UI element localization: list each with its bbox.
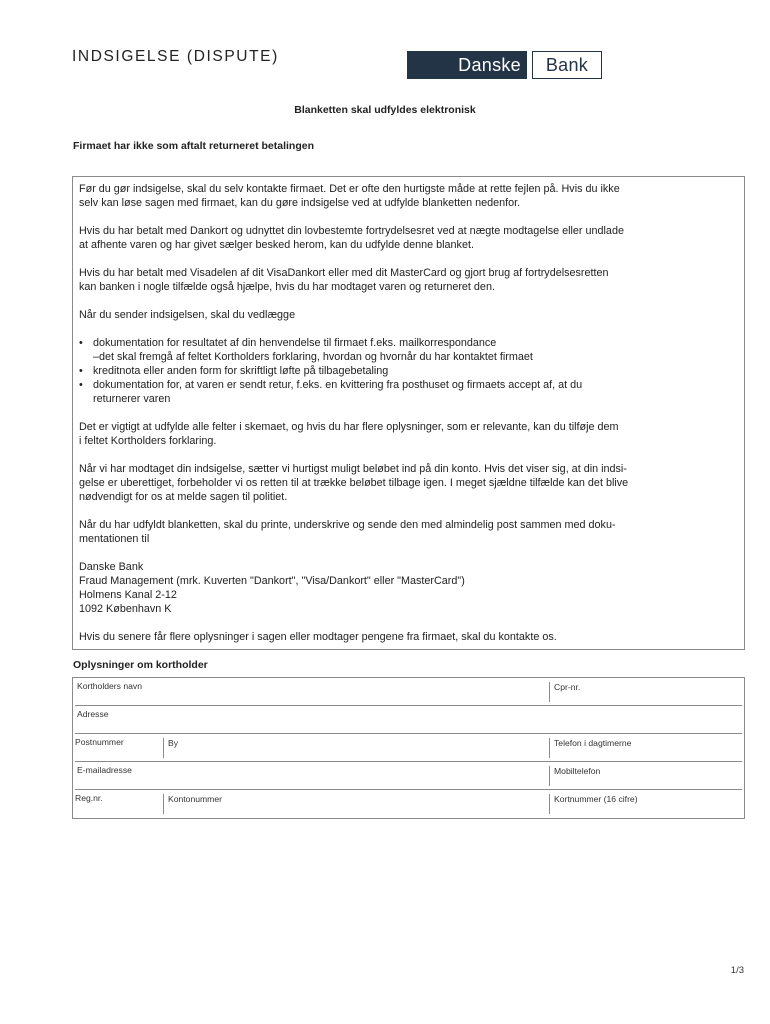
field-label: Adresse	[77, 709, 109, 719]
field-label: Mobiltelefon	[554, 766, 601, 776]
text-line: selv kan løse sagen med firmaet, kan du gøre indsigelse ved at udfylde blanketten nedenfor.	[79, 197, 521, 209]
address-field[interactable]	[73, 706, 744, 734]
form-row-email	[73, 762, 744, 790]
text-line: dokumentation for resultatet af din henvendelse til firmaet f.eks. mailkorrespondance	[93, 337, 497, 349]
page-number: 1/3	[730, 965, 744, 976]
address-line: Fraud Management (mrk. Kuverten "Dankort", "Visa/Dankort" eller "MasterCard")	[79, 575, 465, 587]
mobile-phone-field[interactable]	[549, 766, 744, 786]
list-item	[79, 378, 738, 406]
list-item	[79, 336, 738, 364]
form-row-name	[73, 678, 744, 706]
postal-address	[79, 560, 738, 616]
paragraph-send-by-post	[79, 518, 738, 546]
paragraph-contact-company	[79, 182, 738, 210]
field-label: E-mailadresse	[77, 765, 132, 775]
field-label: Kortnummer (16 cifre)	[554, 794, 638, 804]
field-label: Cpr-nr.	[554, 682, 581, 692]
text-line: –det skal fremgå af feltet Kortholders forklaring, hvordan og hvornår du har kontaktet firmaet	[93, 351, 533, 363]
field-label: Reg.nr.	[75, 793, 103, 803]
card-number-field[interactable]	[549, 794, 744, 814]
city-field[interactable]	[163, 738, 549, 758]
field-label: Telefon i dagtimerne	[554, 738, 632, 748]
form-row-account	[73, 790, 744, 818]
danske-bank-logo	[407, 51, 602, 79]
field-label: By	[168, 738, 179, 748]
cpr-field[interactable]	[549, 682, 744, 702]
cardholder-name-field[interactable]	[73, 678, 549, 706]
text-line: Hvis du har betalt med Visadelen af dit VisaDankort eller med dit MasterCard og gjort brug af fortrydelsesretten	[79, 267, 609, 279]
text-line: mentationen til	[79, 533, 150, 545]
reg-number-field[interactable]	[73, 790, 163, 818]
attachments-list	[79, 336, 738, 406]
section-heading-return: Firmaet har ikke som aftalt returneret betalingen	[73, 140, 314, 152]
address-line: 1092 København K	[79, 603, 172, 615]
list-item: • kreditnota eller anden form for skriftligt løfte på tilbagebetaling	[79, 364, 738, 378]
logo-danske: Danske	[407, 51, 527, 79]
paragraph-attachments-intro: Når du sender indsigelsen, skal du vedlægge	[79, 309, 296, 321]
text-line: Før du gør indsigelse, skal du selv kontakte firmaet. Det er ofte den hurtigste måde at rette fejlen på. Hvis du ikke	[79, 183, 620, 195]
field-label: Kortholders navn	[77, 681, 142, 691]
cardholder-form	[72, 677, 745, 819]
text-line: returnerer varen	[93, 393, 171, 405]
text-line: i feltet Kortholders forklaring.	[79, 435, 217, 447]
paragraph-refund	[79, 462, 738, 504]
field-label: Kontonummer	[168, 794, 222, 804]
paragraph-dankort	[79, 224, 738, 252]
section-heading-cardholder: Oplysninger om kortholder	[73, 659, 208, 671]
paragraph-fill-all-fields	[79, 420, 738, 448]
postal-code-field[interactable]	[73, 734, 163, 762]
text-line: Det er vigtigt at udfylde alle felter i skemaet, og hvis du har flere oplysninger, som er relevante, kan du tilføje dem	[79, 421, 619, 433]
information-box	[72, 176, 745, 650]
field-label: Postnummer	[75, 737, 124, 747]
account-number-field[interactable]	[163, 794, 549, 814]
form-row-address	[73, 706, 744, 734]
address-line: Holmens Kanal 2-12	[79, 589, 177, 601]
text-line: dokumentation for, at varen er sendt retur, f.eks. en kvittering fra posthuset og firmaets accept af, at du	[93, 379, 583, 391]
logo-bank: Bank	[532, 51, 602, 79]
text-line: kan banken i nogle tilfælde også hjælpe, hvis du har modtaget varen og returneret den.	[79, 281, 495, 293]
text-line: gelse er uberettiget, forbeholder vi os retten til at trække beløbet tilbage igen. I meget sjældne tilfælde kan det blive	[79, 477, 629, 489]
email-field[interactable]	[73, 762, 549, 790]
paragraph-visa-mastercard	[79, 266, 738, 294]
text-line: at afhente varen og har givet sælger besked herom, kan du udfylde denne blanket.	[79, 239, 474, 251]
text-line: Når vi har modtaget din indsigelse, sætter vi hurtigst muligt beløbet ind på din konto. Hvis det viser sig, at din indsi-	[79, 463, 627, 475]
text-line: nødvendigt for os at melde sagen til politiet.	[79, 491, 288, 503]
address-line: Danske Bank	[79, 561, 144, 573]
phone-daytime-field[interactable]	[549, 738, 744, 758]
document-title: INDSIGELSE (DISPUTE)	[72, 48, 279, 65]
paragraph-contact-us: Hvis du senere får flere oplysninger i sagen eller modtager pengene fra firmaet, skal du kontakte os.	[79, 631, 557, 643]
text-line: Når du har udfyldt blanketten, skal du printe, underskrive og sende den med almindelig post sammen med doku-	[79, 519, 616, 531]
form-instruction: Blanketten skal udfyldes elektronisk	[294, 104, 476, 116]
form-row-postal	[73, 734, 744, 762]
text-line: Hvis du har betalt med Dankort og udnyttet din lovbestemte fortrydelsesret ved at nægte modtagelse eller undlade	[79, 225, 624, 237]
